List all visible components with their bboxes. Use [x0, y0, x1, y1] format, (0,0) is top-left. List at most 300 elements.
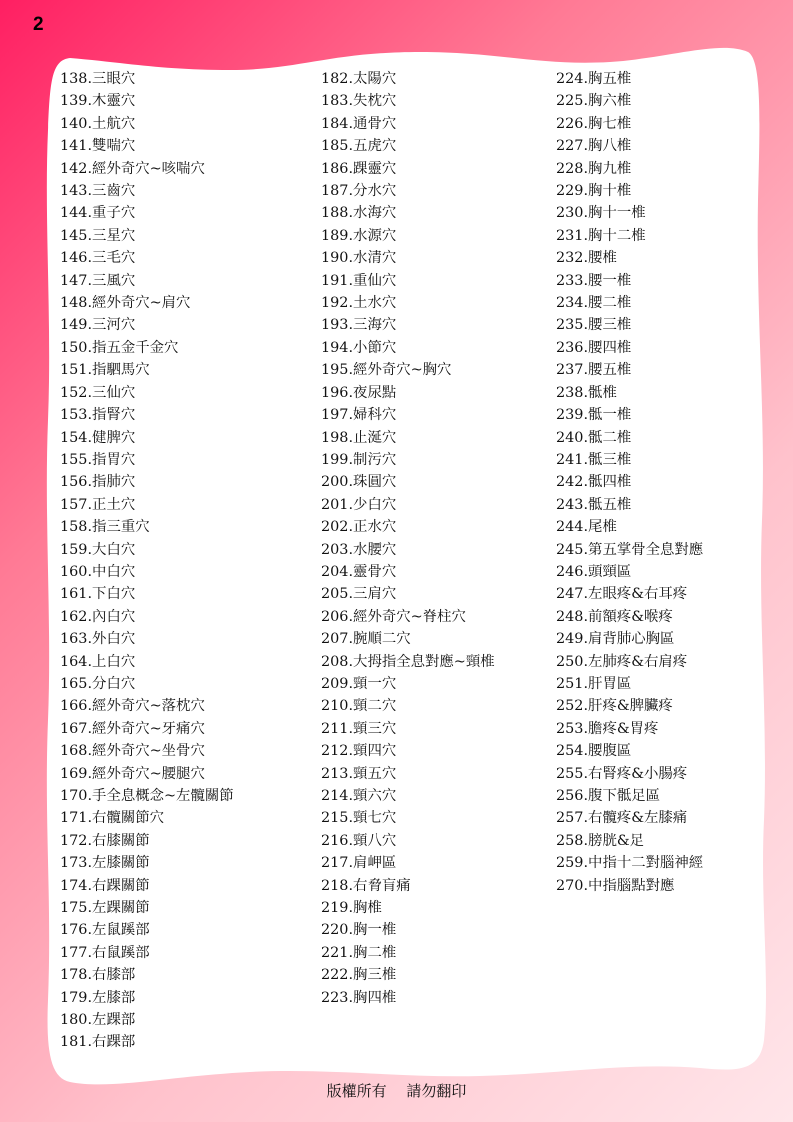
item-number: 209.: [321, 675, 354, 692]
item-number: 218.: [321, 877, 354, 894]
item-label: 腹下骶足區: [588, 788, 661, 804]
item-number: 207.: [321, 631, 354, 648]
list-item: [556, 606, 734, 628]
list-item: [556, 449, 734, 471]
item-label: 腰腹區: [588, 743, 632, 760]
list-item: [60, 785, 310, 807]
list-item: [60, 427, 310, 449]
item-number: 151.: [60, 362, 93, 379]
item-label: 三風穴: [92, 272, 136, 289]
list-item: [321, 785, 541, 807]
item-number: 253.: [556, 720, 589, 737]
item-number: 165.: [60, 675, 93, 692]
item-number: 180.: [60, 1012, 93, 1029]
item-number: 153.: [60, 407, 93, 424]
item-number: 146.: [60, 250, 93, 267]
item-number: 176.: [60, 922, 93, 939]
list-item: [321, 382, 541, 404]
item-label: 重子穴: [92, 205, 136, 222]
item-label: 太陽穴: [353, 71, 397, 87]
item-number: 248.: [556, 608, 589, 625]
item-number: 172.: [60, 832, 93, 849]
item-label: 腰一椎: [588, 272, 632, 289]
item-number: 233.: [556, 272, 589, 289]
item-number: 217.: [321, 855, 354, 872]
list-item: [321, 628, 541, 650]
item-number: 238.: [556, 384, 589, 401]
item-label: 通骨穴: [353, 115, 397, 132]
item-number: 224.: [556, 71, 589, 87]
list-item: [321, 651, 541, 673]
item-number: 246.: [556, 563, 589, 580]
item-label: 胸十二椎: [588, 227, 646, 244]
item-label: 三海穴: [353, 317, 397, 334]
item-label: 胸六椎: [588, 93, 632, 110]
list-item: [60, 987, 310, 1009]
list-item: [556, 113, 734, 135]
item-label: 頸五穴: [353, 765, 397, 782]
item-label: 三仙穴: [92, 384, 136, 401]
item-label: 尾椎: [588, 519, 617, 536]
item-number: 240.: [556, 429, 589, 446]
item-label: 胸四椎: [353, 989, 397, 1006]
item-number: 142.: [60, 160, 93, 177]
item-label: 左膝關節: [92, 855, 150, 872]
list-item: [60, 919, 310, 941]
list-item: [321, 494, 541, 516]
item-number: 243.: [556, 496, 589, 513]
list-item: [60, 830, 310, 852]
list-item: [556, 404, 734, 426]
item-number: 249.: [556, 631, 589, 648]
item-label: 土航穴: [92, 115, 136, 132]
item-label: 腰二椎: [588, 295, 632, 312]
list-item: [60, 471, 310, 493]
list-item: [321, 359, 541, 381]
list-item: [60, 113, 310, 135]
list-item: [321, 158, 541, 180]
item-label: 右腎疼&小腸疼: [588, 765, 688, 782]
list-item: [321, 202, 541, 224]
item-label: 前額疼&喉疼: [588, 608, 673, 625]
list-item: [556, 830, 734, 852]
item-number: 219.: [321, 900, 354, 917]
page-number: 2: [33, 14, 44, 35]
item-label: 骶三椎: [588, 451, 632, 468]
item-number: 251.: [556, 675, 589, 692]
item-label: 右踝關節: [92, 877, 150, 894]
item-number: 164.: [60, 653, 93, 670]
item-label: 指駟馬穴: [92, 362, 150, 379]
list-item: [556, 382, 734, 404]
list-item: [321, 942, 541, 964]
item-label: 經外奇穴~脊柱穴: [353, 608, 466, 625]
item-label: 胸二椎: [353, 944, 397, 961]
list-item: [556, 337, 734, 359]
item-number: 203.: [321, 541, 354, 558]
item-number: 270.: [556, 877, 589, 894]
list-item: [321, 987, 541, 1009]
item-number: 202.: [321, 519, 354, 536]
item-label: 右膝部: [92, 967, 136, 984]
list-item: [556, 314, 734, 336]
list-item: [60, 449, 310, 471]
list-item: [60, 763, 310, 785]
item-label: 頸一穴: [353, 675, 397, 692]
item-number: 235.: [556, 317, 589, 334]
item-label: 胸椎: [353, 900, 382, 917]
item-number: 237.: [556, 362, 589, 379]
item-label: 靈骨穴: [353, 563, 397, 580]
item-label: 失枕穴: [353, 93, 397, 110]
item-number: 177.: [60, 944, 93, 961]
list-item: [60, 1009, 310, 1031]
list-item: [556, 628, 734, 650]
list-item: [556, 359, 734, 381]
item-label: 腰五椎: [588, 362, 632, 379]
item-label: 頸八穴: [353, 832, 397, 849]
list-item: [321, 875, 541, 897]
list-item: [556, 494, 734, 516]
item-label: 踝靈穴: [353, 160, 397, 177]
item-label: 右髖關節穴: [92, 810, 165, 827]
list-item: [556, 292, 734, 314]
item-label: 膽疼&胃疼: [588, 720, 659, 737]
item-label: 肩背肺心胸區: [588, 631, 675, 648]
list-item: [556, 807, 734, 829]
list-item: [556, 516, 734, 538]
item-label: 重仙穴: [353, 272, 397, 289]
list-item: [60, 964, 310, 986]
item-label: 三齒穴: [92, 183, 136, 200]
item-number: 225.: [556, 93, 589, 110]
list-item: [321, 561, 541, 583]
item-number: 245.: [556, 541, 589, 558]
list-item: [60, 718, 310, 740]
list-item: [60, 897, 310, 919]
item-number: 194.: [321, 339, 354, 356]
item-label: 胸三椎: [353, 967, 397, 984]
item-number: 187.: [321, 183, 354, 200]
list-item: [556, 673, 734, 695]
list-item: [60, 158, 310, 180]
item-number: 214.: [321, 788, 354, 804]
list-item: [556, 718, 734, 740]
item-number: 239.: [556, 407, 589, 424]
list-item: [556, 180, 734, 202]
list-item: [321, 404, 541, 426]
item-label: 經外奇穴~腰腿穴: [92, 765, 205, 782]
item-number: 184.: [321, 115, 354, 132]
list-item: [321, 270, 541, 292]
item-label: 正水穴: [353, 519, 397, 536]
item-label: 三眼穴: [92, 71, 136, 87]
item-number: 183.: [321, 93, 354, 110]
list-item: [556, 225, 734, 247]
list-item: [321, 225, 541, 247]
list-item: [60, 404, 310, 426]
item-number: 144.: [60, 205, 93, 222]
list-item: [321, 292, 541, 314]
list-item: [321, 673, 541, 695]
list-item: [321, 695, 541, 717]
list-item: [556, 875, 734, 897]
list-item: [60, 247, 310, 269]
item-label: 胸十一椎: [588, 205, 646, 222]
item-label: 三肩穴: [353, 586, 397, 603]
item-label: 水清穴: [353, 250, 397, 267]
list-item: [60, 695, 310, 717]
item-number: 154.: [60, 429, 93, 446]
list-item: [556, 247, 734, 269]
item-label: 左膝部: [92, 989, 136, 1006]
item-number: 250.: [556, 653, 589, 670]
item-label: 三河穴: [92, 317, 136, 334]
item-number: 174.: [60, 877, 93, 894]
list-item: [556, 583, 734, 605]
item-label: 少白穴: [353, 496, 397, 513]
item-label: 骶四椎: [588, 474, 632, 491]
list-item: [60, 270, 310, 292]
list-item: [321, 427, 541, 449]
list-item: [60, 628, 310, 650]
item-number: 186.: [321, 160, 354, 177]
item-label: 木靈穴: [92, 93, 136, 110]
list-item: [60, 852, 310, 874]
item-label: 下白穴: [92, 586, 136, 603]
item-number: 205.: [321, 586, 354, 603]
list-item: [556, 785, 734, 807]
item-label: 腰三椎: [588, 317, 632, 334]
list-item: [60, 673, 310, 695]
item-label: 第五掌骨全息對應: [588, 541, 704, 558]
item-number: 141.: [60, 138, 93, 155]
list-item: [321, 135, 541, 157]
item-number: 223.: [321, 989, 354, 1006]
list-item: [321, 964, 541, 986]
list-item: [556, 561, 734, 583]
item-number: 222.: [321, 967, 354, 984]
item-number: 175.: [60, 900, 93, 917]
item-number: 201.: [321, 496, 354, 513]
item-label: 指五金千金穴: [92, 339, 179, 356]
item-label: 左鼠蹊部: [92, 922, 150, 939]
list-item: [60, 382, 310, 404]
item-label: 雙喘穴: [92, 138, 136, 155]
list-item: [556, 852, 734, 874]
item-label: 頭頸區: [588, 563, 632, 580]
item-number: 232.: [556, 250, 589, 267]
list-item: [321, 247, 541, 269]
item-number: 227.: [556, 138, 589, 155]
item-label: 三星穴: [92, 227, 136, 244]
item-label: 夜尿點: [353, 384, 397, 401]
item-label: 中指腦點對應: [588, 877, 675, 894]
item-number: 254.: [556, 743, 589, 760]
list-item: [321, 807, 541, 829]
item-label: 骶五椎: [588, 496, 632, 513]
list-item: [321, 90, 541, 112]
item-number: 179.: [60, 989, 93, 1006]
list-item: [556, 270, 734, 292]
item-number: 190.: [321, 250, 354, 267]
list-item: [556, 158, 734, 180]
list-item: [60, 90, 310, 112]
item-label: 胸五椎: [588, 71, 632, 87]
item-number: 206.: [321, 608, 354, 625]
item-label: 胸八椎: [588, 138, 632, 155]
item-number: 162.: [60, 608, 93, 625]
item-label: 指胃穴: [92, 451, 136, 468]
item-number: 229.: [556, 183, 589, 200]
item-number: 242.: [556, 474, 589, 491]
item-number: 196.: [321, 384, 354, 401]
item-number: 200.: [321, 474, 354, 491]
item-label: 經外奇穴~落枕穴: [92, 698, 205, 715]
item-number: 155.: [60, 451, 93, 468]
item-number: 192.: [321, 295, 354, 312]
list-item: [60, 606, 310, 628]
item-number: 166.: [60, 698, 93, 715]
item-label: 胸一椎: [353, 922, 397, 939]
item-label: 婦科穴: [353, 407, 397, 424]
list-item: [556, 695, 734, 717]
item-label: 頸七穴: [353, 810, 397, 827]
item-label: 指腎穴: [92, 407, 136, 424]
item-number: 167.: [60, 720, 93, 737]
list-item: [321, 852, 541, 874]
item-label: 肝疼&脾臟疼: [588, 698, 673, 715]
list-item: [556, 90, 734, 112]
item-label: 正土穴: [92, 496, 136, 513]
item-number: 152.: [60, 384, 93, 401]
list-item: [321, 718, 541, 740]
item-label: 內白穴: [92, 608, 136, 625]
item-label: 腕順二穴: [353, 631, 411, 648]
item-label: 水源穴: [353, 227, 397, 244]
item-number: 163.: [60, 631, 93, 648]
item-label: 水腰穴: [353, 541, 397, 558]
item-number: 181.: [60, 1034, 93, 1051]
list-item: [556, 68, 734, 90]
item-number: 185.: [321, 138, 354, 155]
list-item: [60, 202, 310, 224]
item-label: 水海穴: [353, 205, 397, 222]
item-label: 膀胱&足: [588, 832, 645, 849]
item-number: 255.: [556, 765, 589, 782]
list-item: [60, 651, 310, 673]
item-number: 145.: [60, 227, 93, 244]
item-label: 胸九椎: [588, 160, 632, 177]
item-label: 右膝關節: [92, 832, 150, 849]
item-label: 分水穴: [353, 183, 397, 200]
item-label: 經外奇穴~坐骨穴: [92, 743, 205, 760]
item-number: 241.: [556, 451, 589, 468]
list-item: [556, 202, 734, 224]
item-label: 止涎穴: [353, 429, 397, 446]
item-number: 170.: [60, 788, 93, 804]
list-item: [60, 561, 310, 583]
list-item: [321, 583, 541, 605]
item-number: 216.: [321, 832, 354, 849]
column-left: [60, 68, 310, 1054]
item-label: 胸十椎: [588, 183, 632, 200]
item-number: 143.: [60, 183, 93, 200]
item-number: 173.: [60, 855, 93, 872]
item-number: 169.: [60, 765, 93, 782]
item-label: 頸三穴: [353, 720, 397, 737]
item-number: 244.: [556, 519, 589, 536]
list-item: [60, 516, 310, 538]
item-number: 212.: [321, 743, 354, 760]
item-label: 指三重穴: [92, 519, 150, 536]
item-number: 213.: [321, 765, 354, 782]
item-number: 198.: [321, 429, 354, 446]
item-label: 指肺穴: [92, 474, 136, 491]
item-number: 182.: [321, 71, 354, 87]
copyright-footer: 版權所有 請勿翻印: [326, 1082, 467, 1100]
item-number: 210.: [321, 698, 354, 715]
list-item: [60, 583, 310, 605]
item-label: 骶椎: [588, 384, 617, 401]
item-label: 頸六穴: [353, 788, 397, 804]
item-number: 140.: [60, 115, 93, 132]
list-item: [321, 763, 541, 785]
item-label: 三毛穴: [92, 250, 136, 267]
list-item: [321, 68, 541, 90]
list-item: [60, 807, 310, 829]
item-number: 197.: [321, 407, 354, 424]
item-number: 159.: [60, 541, 93, 558]
list-item: [321, 337, 541, 359]
item-number: 148.: [60, 295, 93, 312]
item-label: 大白穴: [92, 541, 136, 558]
list-item: [556, 539, 734, 561]
item-label: 腰四椎: [588, 339, 632, 356]
list-item: [60, 539, 310, 561]
list-item: [60, 292, 310, 314]
item-number: 208.: [321, 653, 354, 670]
list-item: [556, 427, 734, 449]
item-number: 191.: [321, 272, 354, 289]
list-item: [60, 68, 310, 90]
item-number: 139.: [60, 93, 93, 110]
list-item: [60, 180, 310, 202]
item-label: 左踝部: [92, 1012, 136, 1029]
item-number: 226.: [556, 115, 589, 132]
item-number: 188.: [321, 205, 354, 222]
list-item: [321, 180, 541, 202]
item-number: 230.: [556, 205, 589, 222]
item-number: 221.: [321, 944, 354, 961]
item-label: 手全息概念~左髖關節: [92, 788, 234, 804]
list-item: [60, 942, 310, 964]
list-item: [60, 875, 310, 897]
item-label: 肝胃區: [588, 675, 632, 692]
list-item: [60, 135, 310, 157]
item-number: 234.: [556, 295, 589, 312]
item-number: 138.: [60, 71, 93, 87]
list-item: [60, 337, 310, 359]
item-number: 168.: [60, 743, 93, 760]
item-number: 257.: [556, 810, 589, 827]
item-label: 外白穴: [92, 631, 136, 648]
item-label: 骶一椎: [588, 407, 632, 424]
list-item: [321, 830, 541, 852]
item-number: 178.: [60, 967, 93, 984]
item-number: 157.: [60, 496, 93, 513]
item-number: 259.: [556, 855, 589, 872]
